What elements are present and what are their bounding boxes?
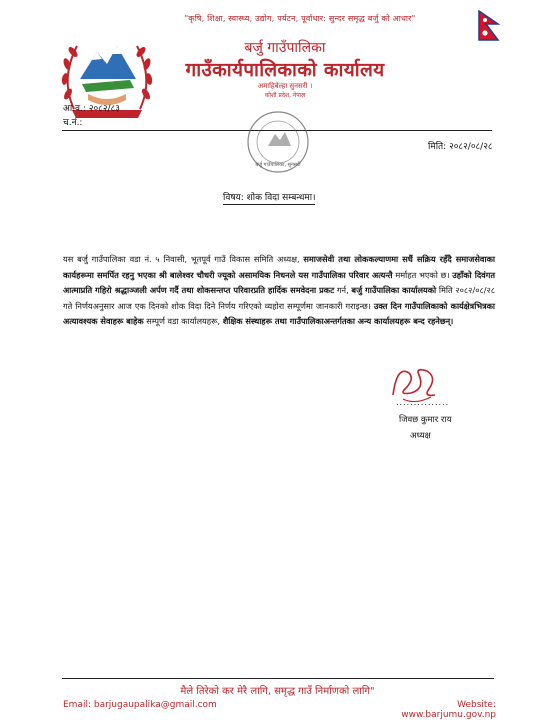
body-seg3: मर्माहत भएको छ।: [392, 269, 453, 280]
body-seg5: गर्न,: [334, 285, 352, 295]
footer-website: Website: www.barjumu.gov.np: [401, 700, 496, 720]
office-address: अमाहिबेल्हा सुनसरी ।: [257, 82, 313, 90]
body-seg1: यस बर्जु गाउँपालिका वडा नं. ५ निवासी, भूतपूर्व गाउँ विकास समिति अध्यक्ष,: [63, 254, 304, 264]
office-province: कोशी प्रदेश, नेपाल: [264, 92, 306, 99]
signatory-name: जिवछ कुमार राय: [399, 415, 452, 425]
office-seal-icon: [235, 106, 321, 178]
body-seg4: उहाँको दिवंगत आत्माप्रति गहिरो श्रद्धाञ्जली अर्पण गर्दै तथा शोकसन्तप्त परिवारप्रति हार्दिक समवेदना प्रकट: [63, 269, 495, 295]
reference-number: च.नं.:: [63, 118, 83, 128]
signature-line: ...............: [396, 398, 450, 407]
body-seg2: समाजसेवी तथा लोककल्याणमा सधैं सक्रिय रहँदै समाजसेवाका कार्यहरूमा समर्पित रहनु भएका श्री बालेश्वर चौधरी ज्यूको असामयिक निधनले यस गाउँपालिका परिवार अत्यन्तै: [63, 254, 495, 280]
body-seg10: शैक्षिक संस्थाहरू तथा गाउँपालिकाअन्तर्गतका अन्य कार्यालयहरू बन्द रहनेछन्।: [222, 316, 454, 326]
header-tagline: "कृषि, शिक्षा, स्वास्थ्य, उद्योग, पर्यटन, पूर्वाधार: सुन्दर समृद्ध बर्जु को आधार": [184, 14, 416, 23]
body-seg6: बर्जु गाउँपालिका कार्यालयको: [351, 285, 437, 295]
letter-subject: विषय: शोक विदा सम्बन्धमा।: [223, 190, 315, 205]
footer-slogan: मैले तिरेको कर मेरै लागि, समृद्ध गाउँ निर्माणको लागि": [180, 686, 375, 697]
footer-email: Email: barjugaupalika@gmail.com: [63, 700, 217, 710]
body-seg8: उक्त दिन गाउँपालिकाको कार्यक्षेत्रभित्रका अत्यावश्यक सेवाहरू बाहेक: [63, 300, 496, 326]
nepal-flag-icon: [478, 10, 500, 42]
body-seg9: सम्पूर्ण वडा कार्यालयहरू,: [143, 316, 223, 326]
fiscal-year: आ.व.: २०८२/८३: [63, 104, 120, 114]
letter-body: [63, 252, 495, 330]
seal-text: बर्जु गाउँपालिका, सुनसरी: [255, 162, 301, 168]
signatory-title: अध्यक्ष: [410, 431, 431, 441]
office-title: गाउँकार्यपालिकाको कार्यालय: [185, 59, 385, 81]
body-seg7: मिति २०८२/०८/२८ गते निर्णयअनुसार आज एक दिनको शोक विदा दिने निर्णय गरिएको व्यहोरा सम्पूर्णमा जानकारी गराइन्छ।: [63, 285, 495, 311]
footer-divider: [62, 678, 494, 679]
office-name: बर्जु गाउँपालिका: [244, 40, 326, 56]
letter-date: मिति: २०८२/०८/२८: [428, 142, 493, 152]
